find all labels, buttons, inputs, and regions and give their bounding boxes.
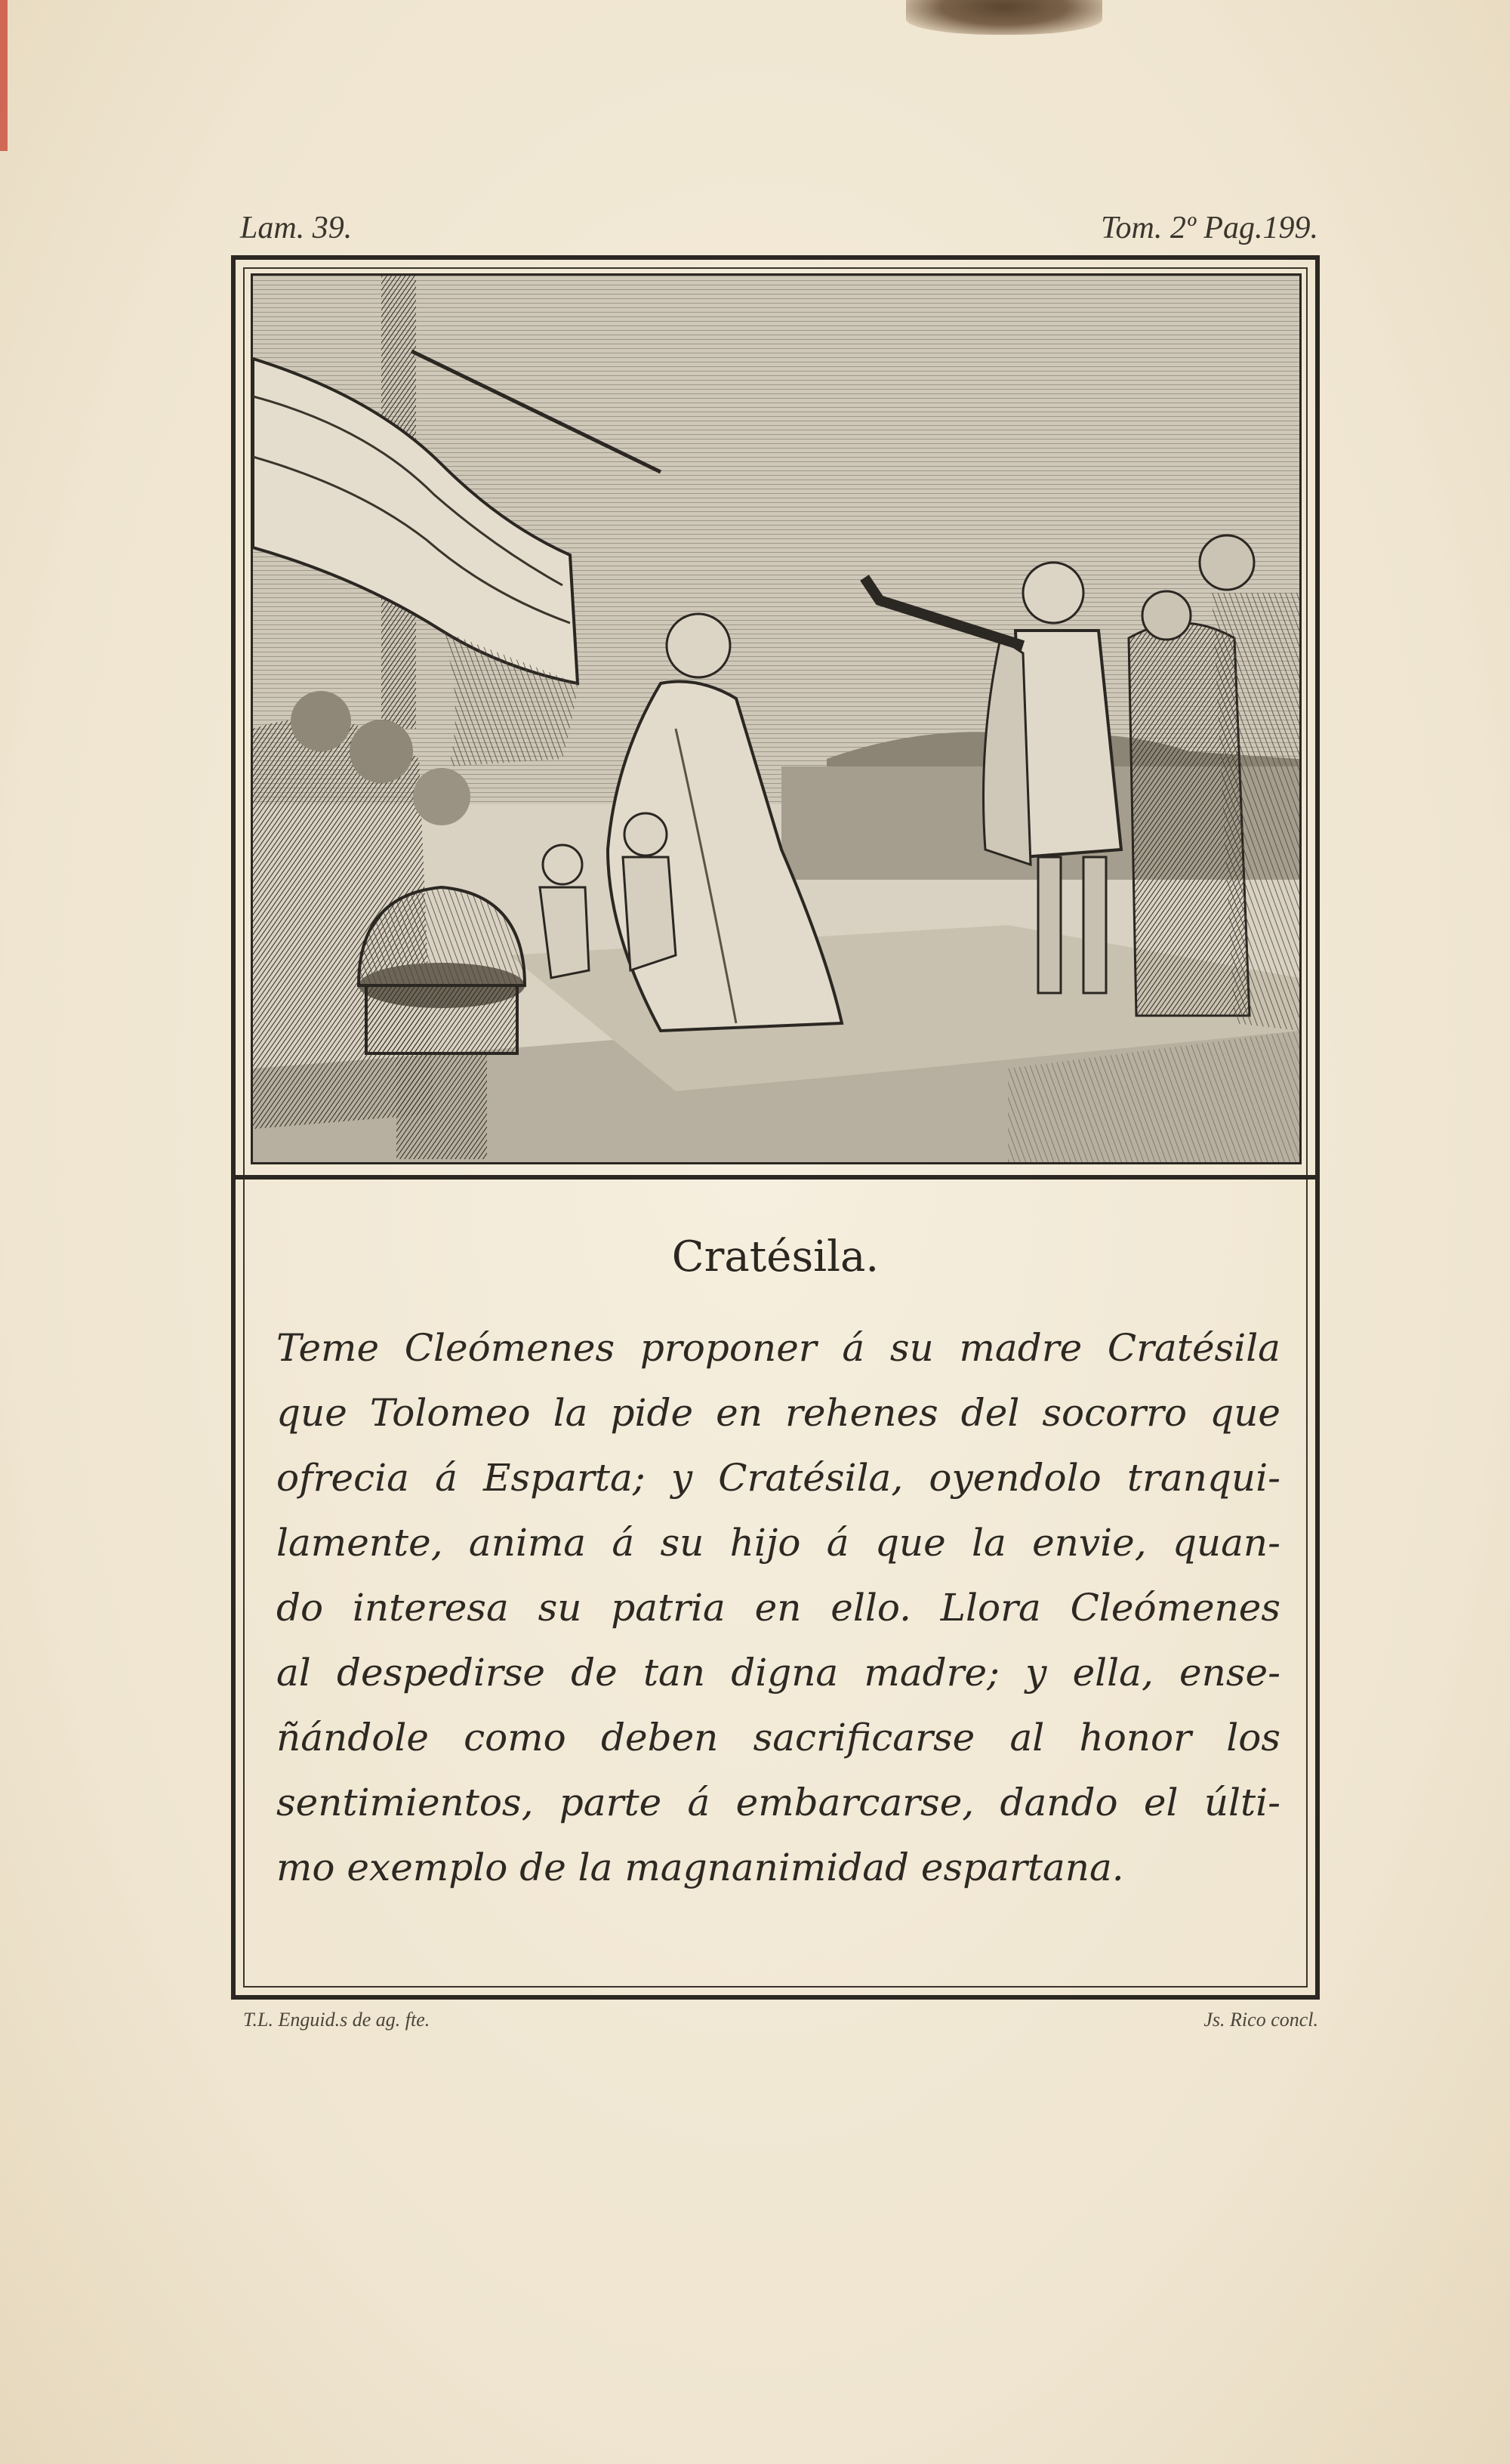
caption-line: lamente, anima á su hijo á que la envie, quan- — [276, 1521, 1280, 1565]
caption-line: que Tolomeo la pide en rehenes del socorro que — [276, 1391, 1280, 1435]
caption-line: do interesa su patria en ello. Llora Cleómenes — [276, 1586, 1280, 1630]
engraving-illustration — [251, 273, 1302, 1164]
plate-title: Cratésila. — [671, 1232, 880, 1281]
caption-panel — [243, 1187, 1308, 1988]
caption-line: sentimientos, parte á embarcarse, dando el últi- — [276, 1781, 1280, 1824]
caption-line: ñándole como deben sacrificarse al honor los — [276, 1716, 1280, 1759]
finisher-credit: Js. Rico concl. — [1203, 2009, 1318, 2031]
page-red-edge — [0, 0, 8, 151]
caption-line: mo exemplo de la magnanimidad espartana. — [276, 1846, 1124, 1889]
plate-number: Lam. 39. — [240, 211, 353, 245]
caption-line: Teme Cleómenes proponer á su madre Cratésila — [276, 1326, 1280, 1370]
caption-line: al despedirse de tan digna madre; y ella, ense- — [276, 1651, 1280, 1695]
caption-line: ofrecia á Esparta; y Cratésila, oyendolo tranqui- — [276, 1456, 1280, 1500]
paper-stain — [906, 0, 1102, 35]
engraver-credit: T.L. Enguid.s de ag. fte. — [243, 2009, 430, 2031]
plate-divider — [231, 1175, 1320, 1180]
caption-text — [276, 1315, 1280, 1900]
volume-page-reference: Tom. 2º Pag.199. — [1100, 211, 1318, 245]
